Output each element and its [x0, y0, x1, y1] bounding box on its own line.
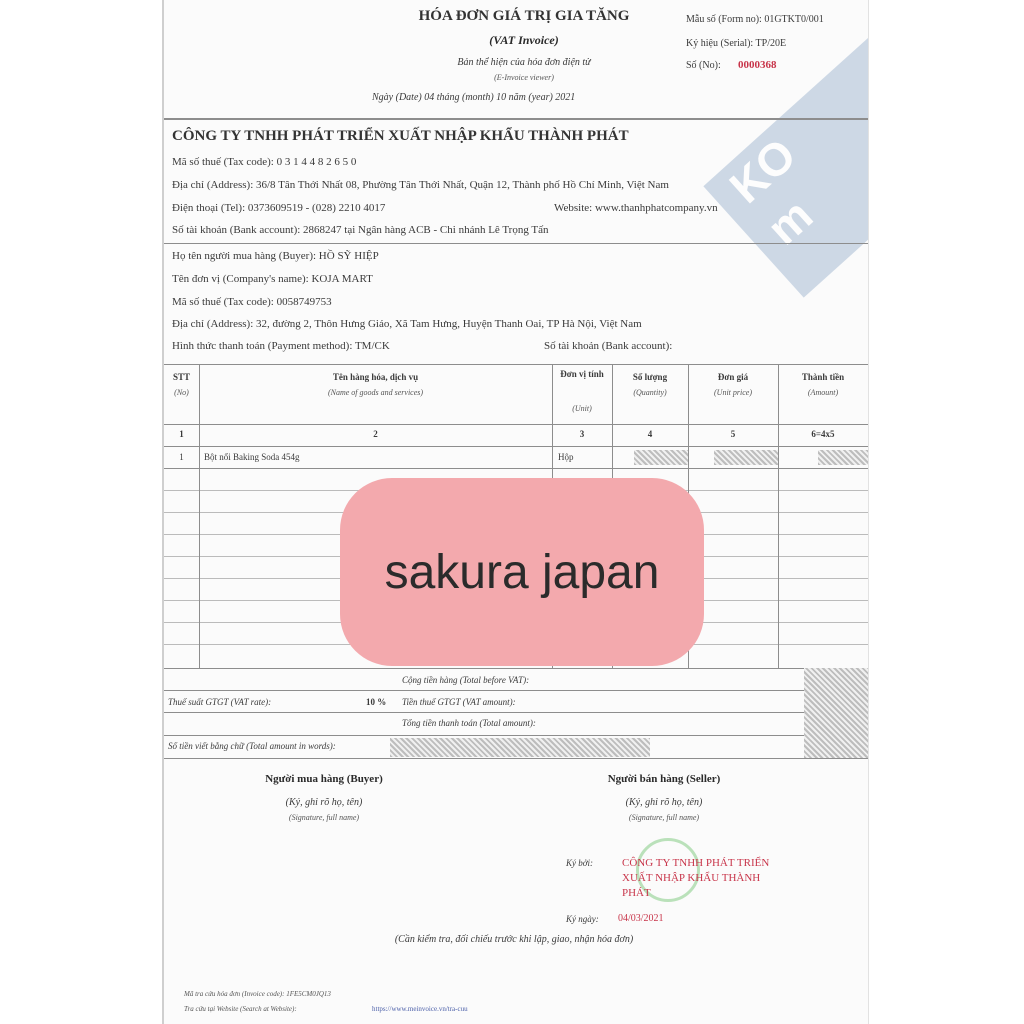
buyer-signature-note: (Ký, ghi rõ họ, tên) [285, 797, 363, 808]
lookup-url-link[interactable]: https://www.meinvoice.vn/tra-cuu [372, 1005, 468, 1013]
col-header-no: STT [172, 372, 190, 382]
col-number: 4 [647, 429, 653, 439]
buyer-signature-note-en: (Signature, full name) [288, 813, 360, 822]
buyer-company: Tên đơn vị (Company's name): KOJA MART [172, 273, 373, 285]
row-item-name: Bột nổi Baking Soda 454g [204, 452, 300, 462]
buyer-tax-code: Mã số thuế (Tax code): 0058749753 [172, 296, 332, 308]
lookup-code: Mã tra cứu hóa đơn (Invoice code): 1FE5CM0JQ13 [184, 990, 331, 998]
buyer-name: Họ tên người mua hàng (Buyer): HỒ SỸ HIỆP [172, 250, 379, 262]
divider [164, 118, 868, 120]
signed-by-company [622, 856, 769, 901]
lookup-site-label: Tra cứu tại Website (Search at Website): [184, 1005, 297, 1013]
divider [164, 712, 868, 713]
watermark-logo [703, 32, 869, 297]
seller-website: Website: www.thanhphatcompany.vn [554, 202, 718, 214]
invoice-number: 0000368 [738, 59, 777, 71]
serial-number: Ký hiệu (Serial): TP/20E [686, 38, 787, 49]
table-header-divider [164, 446, 868, 447]
version-note-en: (E-Invoice viewer) [494, 73, 554, 82]
redacted-words [390, 738, 650, 757]
row-no: 1 [179, 452, 184, 462]
subtotal-label: Cộng tiền hàng (Total before VAT): [402, 675, 530, 685]
vat-rate-label: Thuế suất GTGT (VAT rate): [168, 697, 272, 707]
invoice-number-label: Số (No): [686, 60, 721, 71]
col-header-unit-price-en: (Unit price) [714, 388, 752, 397]
col-number: 6=4x5 [811, 429, 835, 439]
col-header-name-en: (Name of goods and services) [327, 388, 424, 397]
total-amount-label: Tổng tiền thanh toán (Total amount): [402, 718, 536, 728]
col-number: 3 [579, 429, 585, 439]
col-header-unit: Đơn vị tính [560, 369, 604, 379]
divider [164, 758, 868, 759]
col-number: 2 [373, 429, 378, 439]
invoice-subtitle: (VAT Invoice) [489, 33, 559, 47]
redacted-quantity [634, 450, 688, 465]
check-note: (Cần kiểm tra, đối chiếu trước khi lập, giao, nhận hóa đơn) [394, 934, 634, 945]
payment-method: Hình thức thanh toán (Payment method): TM/CK [172, 340, 390, 352]
buyer-bank-account: Số tài khoản (Bank account): [544, 340, 673, 352]
col-header-quantity-en: (Quantity) [633, 388, 667, 397]
table-col-line [778, 364, 779, 668]
col-header-no-en: (No) [174, 388, 189, 397]
redacted-unit-price [714, 450, 778, 465]
seller-signature-note-en: (Signature, full name) [628, 813, 700, 822]
watermark-line-2: m [757, 188, 823, 255]
seller-phone: Điện thoại (Tel): 0373609519 - (028) 2210 4017 [172, 202, 386, 214]
sign-date-label: Ký ngày: [566, 914, 599, 924]
seller-address: Địa chỉ (Address): 36/8 Tân Thới Nhất 08, Phường Tân Thới Nhất, Quận 12, Thành phố Hồ Chí Minh, Việt Nam [172, 179, 669, 191]
sakura-japan-overlay [340, 478, 704, 666]
seller-company: CÔNG TY TNHH PHÁT TRIỂN XUẤT NHẬP KHẨU THÀNH PHÁT [172, 128, 629, 144]
divider [164, 690, 868, 691]
vat-amount-label: Tiền thuế GTGT (VAT amount): [402, 697, 516, 707]
signed-by-line: CÔNG TY TNHH PHÁT TRIỂN [622, 857, 770, 869]
col-header-quantity: Số lượng [632, 372, 668, 382]
version-note: Bản thể hiện của hóa đơn điện tử [457, 57, 591, 68]
buyer-signature-title: Người mua hàng (Buyer) [265, 773, 383, 785]
seller-bank-account: Số tài khoản (Bank account): 2868247 tại Ngân hàng ACB - Chi nhánh Lê Trọng Tấn [172, 224, 549, 236]
buyer-address: Địa chỉ (Address): 32, đường 2, Thôn Hưng Giáo, Xã Tam Hưng, Huyện Thanh Oai, TP Hà Nội, Việt Nam [172, 318, 642, 330]
redacted-totals [804, 668, 868, 758]
seller-signature-title: Người bán hàng (Seller) [607, 773, 721, 785]
col-header-unit-en: (Unit) [572, 404, 592, 413]
overlay-text: sakura japan [384, 545, 660, 599]
signed-by-line: PHÁT [622, 887, 651, 899]
table-header-divider [164, 424, 868, 425]
invoice-title: HÓA ĐƠN GIÁ TRỊ GIA TĂNG [418, 8, 630, 24]
table-col-line [199, 364, 200, 668]
table-row-line [164, 468, 868, 469]
divider [164, 735, 868, 736]
signed-by-line: XUẤT NHẬP KHẨU THÀNH [622, 872, 761, 884]
table-border-bottom [164, 668, 868, 669]
watermark-line-1: KO [719, 128, 806, 213]
col-header-amount-en: (Amount) [807, 388, 839, 397]
vat-rate: 10 % [366, 697, 387, 707]
invoice-date: Ngày (Date) 04 tháng (month) 10 năm (year) 2021 [372, 92, 576, 103]
seller-signature-note: (Ký, ghi rõ họ, tên) [625, 797, 703, 808]
col-number: 1 [179, 429, 184, 439]
divider [164, 243, 868, 244]
col-header-name: Tên hàng hóa, dịch vụ [332, 372, 419, 382]
table-border-top [164, 364, 868, 365]
col-number: 5 [730, 429, 736, 439]
signed-by-label: Ký bởi: [566, 858, 594, 868]
seller-tax-code: Mã số thuế (Tax code): 0 3 1 4 4 8 2 6 5 0 [172, 156, 357, 168]
sign-date: 04/03/2021 [618, 913, 664, 924]
col-header-unit-price: Đơn giá [717, 372, 749, 382]
row-unit: Hộp [558, 452, 574, 462]
amount-in-words-label: Số tiền viết bằng chữ (Total amount in words): [168, 741, 336, 751]
redacted-amount [818, 450, 868, 465]
col-header-amount: Thành tiền [801, 372, 845, 382]
form-number: Mẫu số (Form no): 01GTKT0/001 [686, 14, 824, 25]
